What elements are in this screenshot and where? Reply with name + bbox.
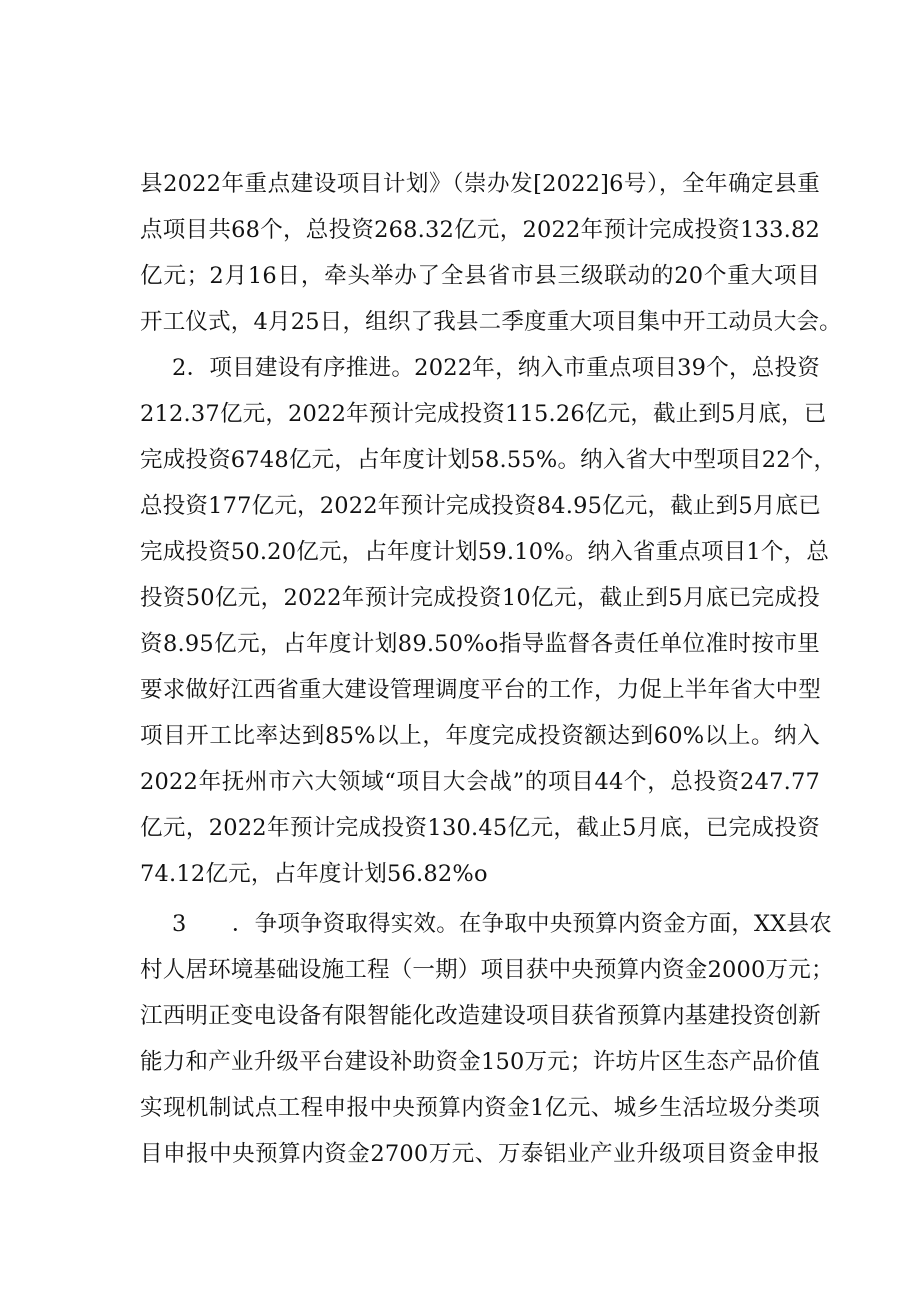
text-line: 完成投资6748亿元，占年度计划58.55%。纳入省大中型项目22个，: [140, 447, 837, 473]
text-line: 要求做好江西省重大建设管理调度平台的工作，力促上半年省大中型: [140, 677, 822, 703]
text-line: 开工仪式，4月25日，组织了我县二季度重大项目集中开工动员大会。: [140, 309, 842, 335]
text-line: 村人居环境基础设施工程（一期）项目获中央预算内资金2000万元；: [140, 957, 834, 983]
text-line: 总投资177亿元，2022年预计完成投资84.95亿元，截止到5月底已: [140, 493, 821, 519]
text-line: 县2022年重点建设项目计划》（崇办发[2022]6号），全年确定县重: [140, 171, 820, 197]
text-line: 江西明正变电设备有限智能化改造建设项目获省预算内基建投资创新: [140, 1003, 822, 1029]
paragraph-first-line: 2．项目建设有序推进。2022年，纳入市重点项目39个，总投资: [172, 355, 820, 381]
paragraph-first-line: 3 ．争项争资取得实效。在争取中央预算内资金方面，XX县农: [172, 911, 832, 937]
text-line: 74.12亿元，占年度计划56.82%o: [140, 861, 488, 887]
text-line: 完成投资50.20亿元，占年度计划59.10%。纳入省重点项目1个，总: [140, 539, 830, 565]
text-line: 投资50亿元，2022年预计完成投资10亿元，截止到5月底已完成投: [140, 585, 820, 611]
text-line: 亿元；2月16日，牵头举办了全县省市县三级联动的20个重大项目: [140, 263, 820, 289]
text-line: 点项目共68个，总投资268.32亿元，2022年预计完成投资133.82: [140, 217, 820, 243]
text-line: 能力和产业升级平台建设补助资金150万元；许坊片区生态产品价值: [140, 1049, 820, 1075]
text-line: 项目开工比率达到85%以上，年度完成投资额达到60%以上。纳入: [140, 723, 820, 749]
text-line: 目申报中央预算内资金2700万元、万泰铝业产业升级项目资金申报: [140, 1141, 820, 1167]
text-line: 实现机制试点工程申报中央预算内资金1亿元、城乡生活垃圾分类项: [140, 1095, 820, 1121]
text-line: 亿元，2022年预计完成投资130.45亿元，截止5月底，已完成投资: [140, 815, 820, 841]
text-line: 212.37亿元，2022年预计完成投资115.26亿元，截止到5月底，已: [140, 401, 827, 427]
text-line: 资8.95亿元，占年度计划89.50%o指导监督各责任单位准时按市里: [140, 631, 820, 657]
text-line: 2022年抚州市六大领域“项目大会战”的项目44个，总投资247.77: [140, 769, 820, 795]
